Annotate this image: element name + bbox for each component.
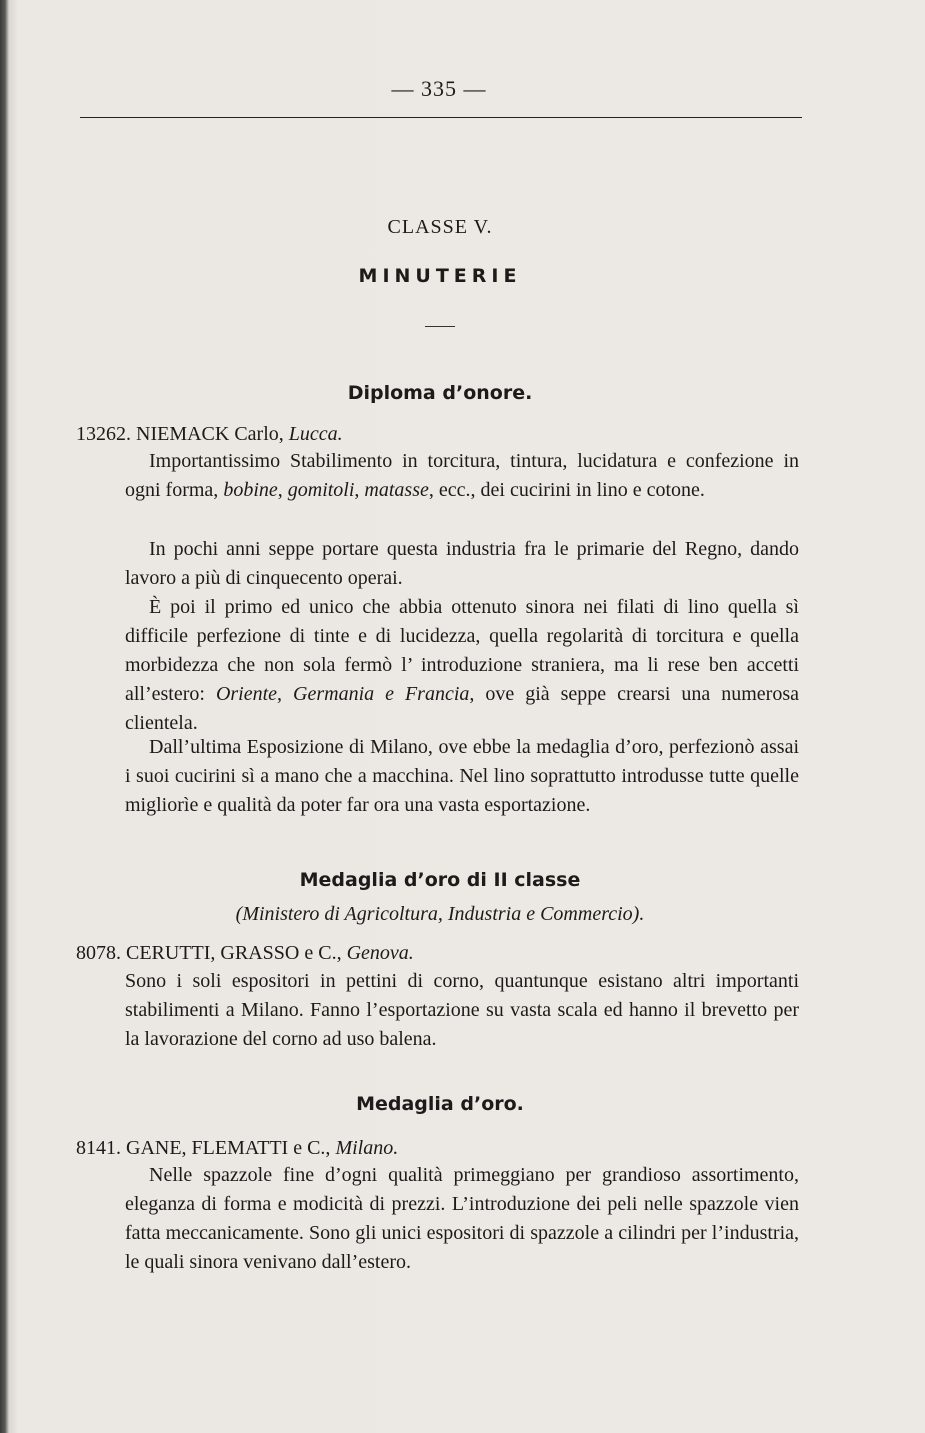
exhibitor-name: GANE, FLEMATTI e C.,: [126, 1137, 331, 1159]
paragraph: Importantissimo Stabilimento in torcitura, tintura, lucidatura e confezione in ogni forma, bobine, gomitoli, matasse, ecc., dei cucirini in lino e cotone.: [125, 450, 799, 501]
award-heading-gold-ii: Medaglia d’oro di II classe: [299, 869, 581, 891]
exhibitor-name: NIEMACK Carlo,: [136, 423, 284, 445]
award-heading-gold: Medaglia d’oro.: [356, 1093, 524, 1115]
paragraph: Nelle spazzole fine d’ogni qualità primeggiano per grandioso assortimento, eleganza di forma e modicità di prezzi. L’introduzione dei peli nelle spazzole vien fatta meccanicamente. Sono gli unici espositori di spazzole a cilindri per l’industria, le quali sinora venivano dall’estero.: [125, 1164, 799, 1273]
paragraph: Sono i soli espositori in pettini di corno, quantunque esistano altri importanti stabilimenti a Milano. Fanno l’esportazione su vasta scala ed hanno il brevetto per la lavorazione del corno ad uso balena.: [125, 970, 799, 1050]
paragraph: In pochi anni seppe portare questa industria fra le primarie del Regno, dando lavoro a più di cinquecento operai.: [125, 538, 799, 589]
paragraph: Dall’ultima Esposizione di Milano, ove ebbe la medaglia d’oro, perfezionò assai i suoi cucirini sì a mano che a macchina. Nel lino soprattutto introdusse tutte quelle migliorìe e qualità da poter far ora una vasta esportazione.: [125, 736, 799, 816]
exhibitor-entry-8141: [76, 1137, 398, 1160]
header-rule: [80, 117, 802, 118]
entry-number: 8141.: [76, 1137, 121, 1159]
award-heading-diploma: Diploma d’onore.: [347, 382, 533, 404]
section-separator: [425, 326, 455, 327]
entry-number: 13262.: [76, 423, 131, 445]
exhibitor-name: CERUTTI, GRASSO e C.,: [126, 942, 342, 964]
entry-number: 8078.: [76, 942, 121, 964]
exhibitor-entry-8078: [76, 942, 414, 965]
exhibitor-entry-13262: [76, 423, 343, 446]
paragraph: È poi il primo ed unico che abbia ottenuto sinora nei filati di lino quella sì difficile perfezione di tinte e di lucidezza, quella regolarità di torcitura e quella morbidezza che non sola fermò l’ introduzione straniera, ma li rese ben accetti all’estero: Oriente, Germania e Francia, ove già seppe crearsi una numerosa clientela.: [125, 596, 800, 734]
class-heading: CLASSE V.: [387, 216, 493, 238]
section-title: MINUTERIE: [358, 265, 522, 287]
award-subheading: (Ministero di Agricoltura, Industria e Commercio).: [235, 903, 645, 925]
page-number: — 335 —: [391, 76, 487, 101]
exhibitor-city: Milano.: [335, 1137, 399, 1159]
exhibitor-city: Genova.: [346, 942, 414, 964]
exhibitor-city: Lucca.: [288, 423, 343, 445]
